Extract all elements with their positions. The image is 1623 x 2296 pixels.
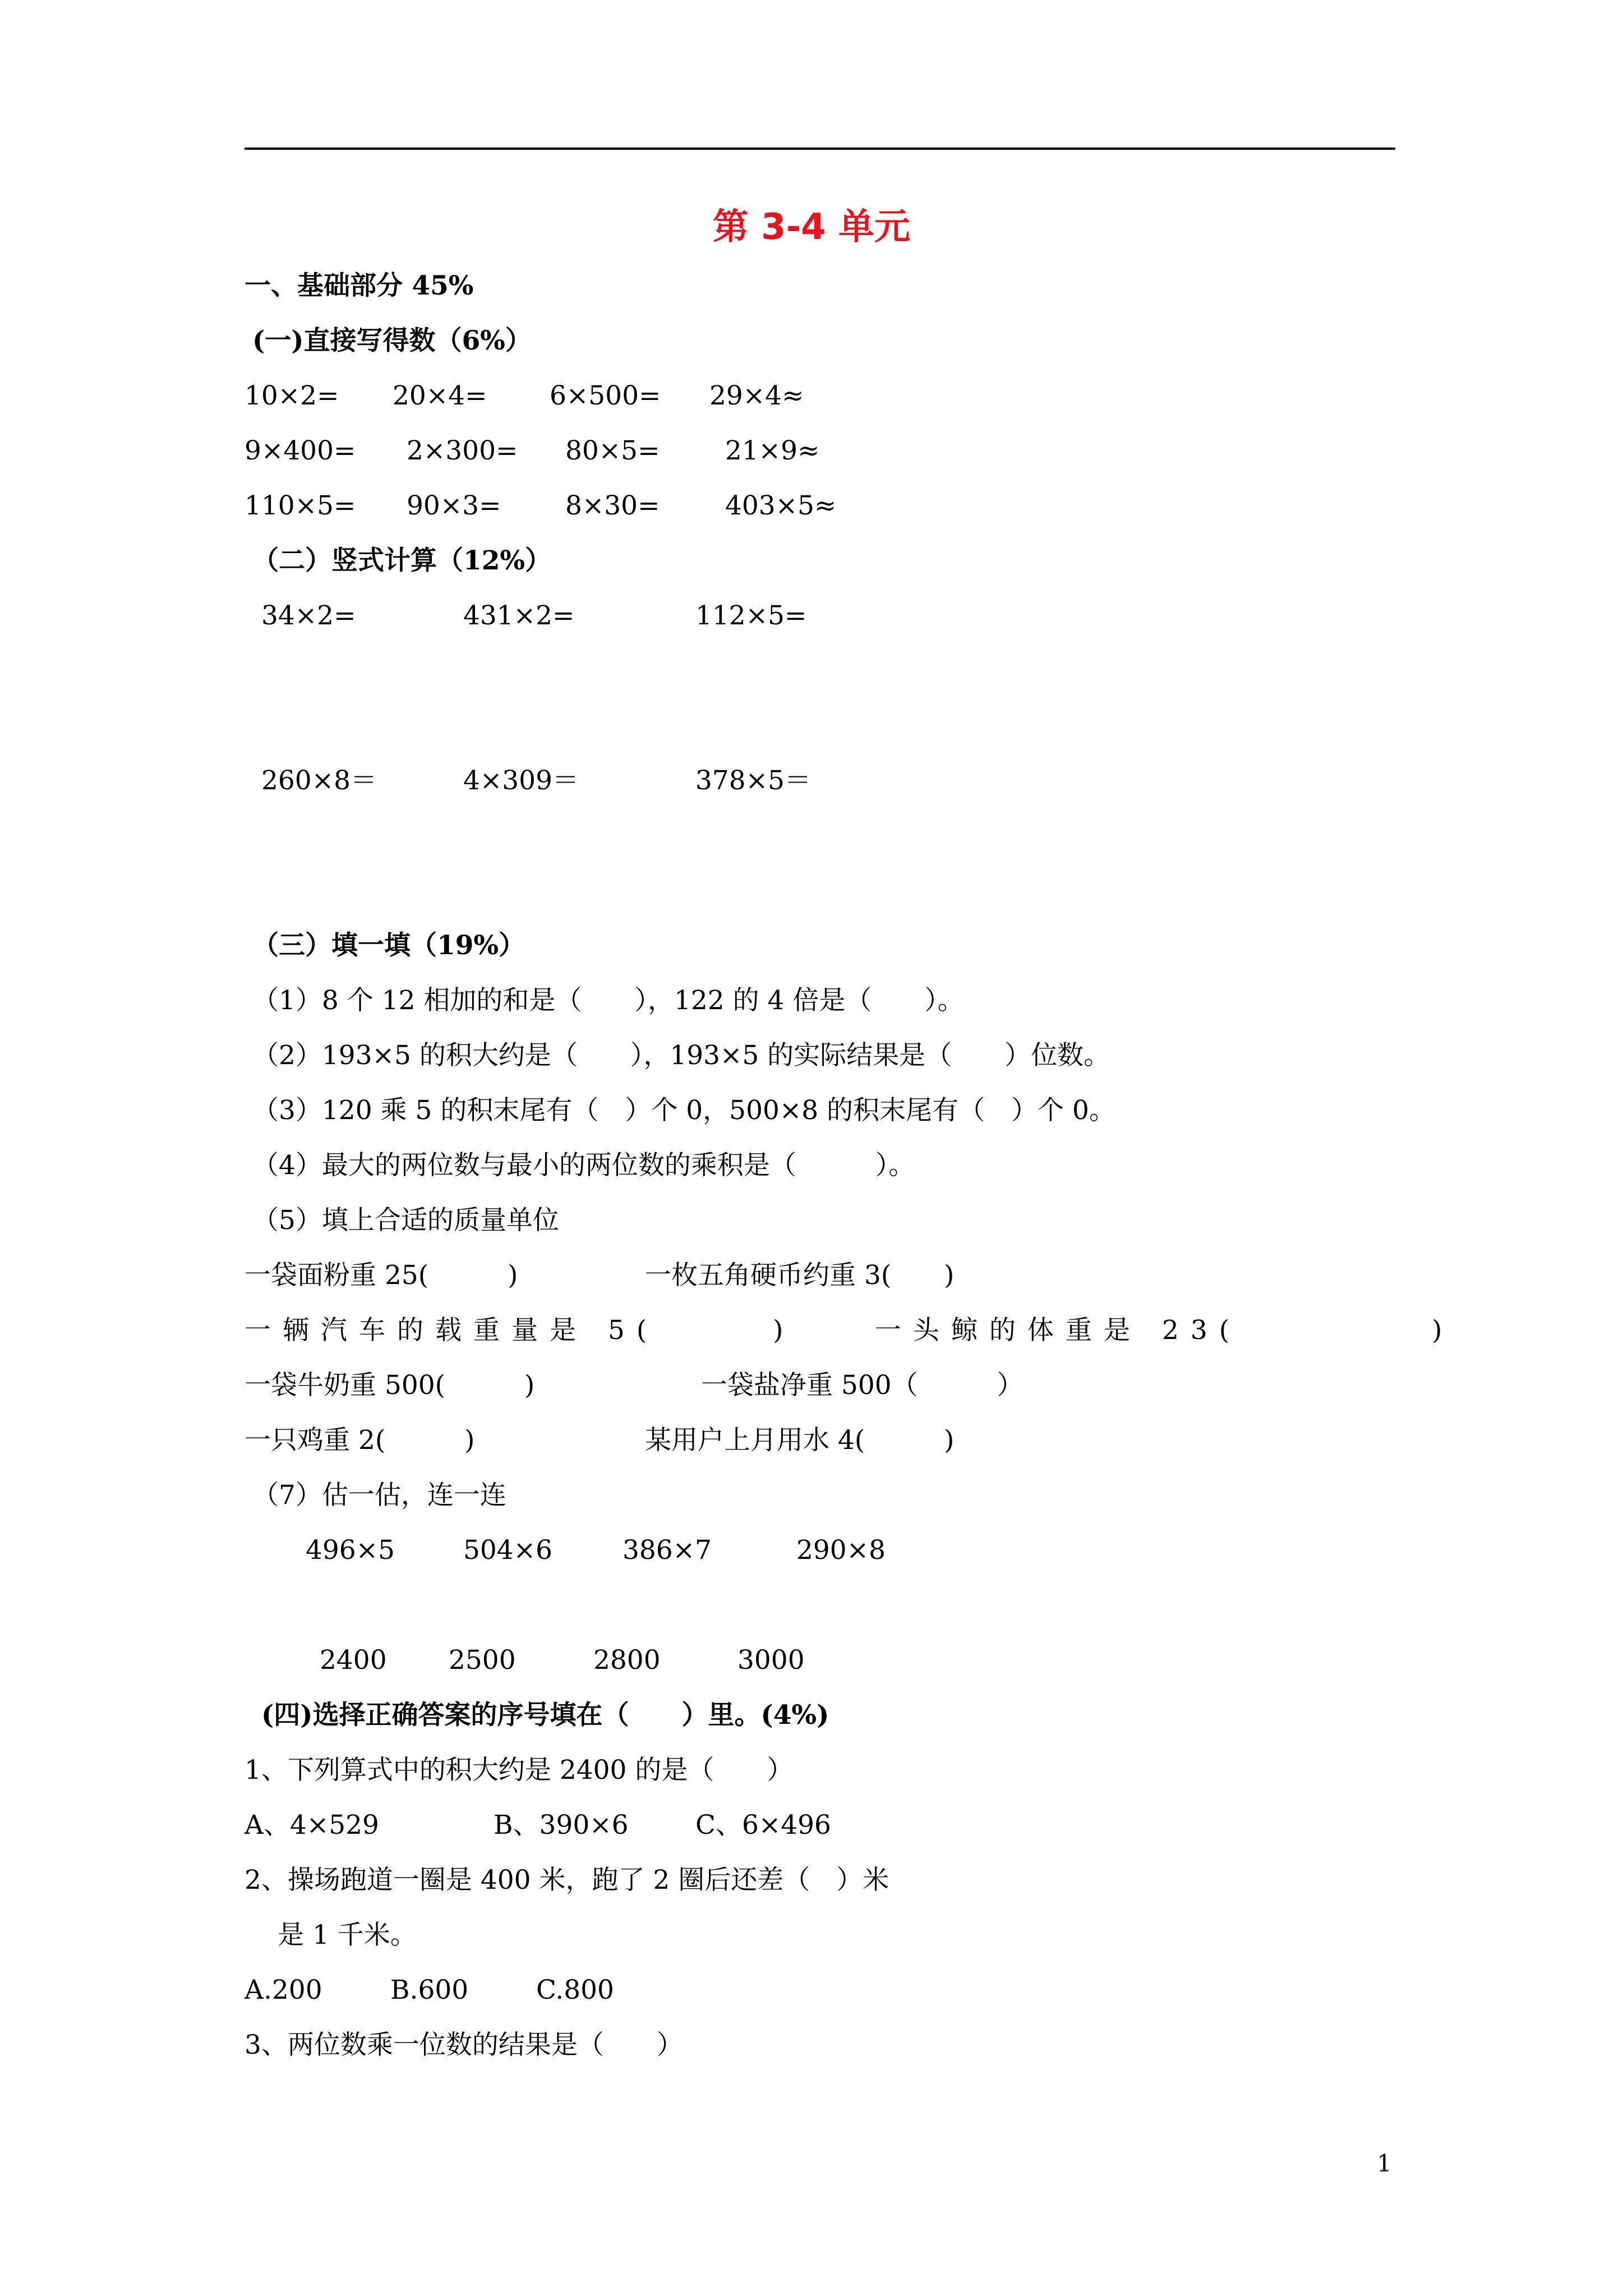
calc-item: 110×5= [245, 490, 356, 521]
calc-item: 29×4≈ [709, 380, 804, 411]
part1-heading: 一、基础部分 45% [245, 270, 474, 301]
section3-heading: （三）填一填（19%） [252, 930, 525, 961]
calc-item: 80×5= [565, 435, 660, 466]
choice-option: A、4×529 [245, 1810, 379, 1841]
vertical-calc-item: 260×8＝ [261, 765, 377, 796]
choice-option: A.200 [245, 1975, 322, 2005]
page-title: 第 3-4 单元 [712, 206, 911, 248]
unit-item: 一袋面粉重 25( ) [245, 1260, 518, 1291]
unit-item: 某用户上月用水 4( ) [645, 1425, 955, 1456]
estimate-expression: 496×5 [306, 1535, 395, 1566]
calc-item: 20×4= [393, 380, 487, 411]
unit-item: 一枚五角硬币约重 3( ) [645, 1260, 955, 1291]
estimate-expression: 290×8 [796, 1535, 886, 1566]
choice-option: B、390×6 [494, 1810, 629, 1841]
vertical-calc-item: 34×2= [261, 600, 356, 631]
choice-option: B.600 [390, 1975, 469, 2005]
unit-item: 一袋牛奶重 500( ) [245, 1370, 535, 1401]
vertical-calc-item: 112×5= [695, 600, 807, 631]
section1-heading: (一)直接写得数（6%） [252, 325, 532, 356]
fill-question: （3）120 乘 5 的积末尾有（ ）个 0，500×8 的积末尾有（ ）个 0。 [252, 1095, 1115, 1126]
unit-item: 一只鸡重 2( ) [245, 1425, 475, 1456]
unit-item: 一头鲸的体重是 23( ) [875, 1315, 1454, 1346]
calc-item: 6×500= [550, 380, 661, 411]
unit-item: 一辆汽车的载重量是 5( ) [245, 1315, 795, 1346]
choice-question: 2、操场跑道一圈是 400 米，跑了 2 圈后还差（ ）米 [245, 1865, 889, 1895]
estimate-expression: 504×6 [463, 1535, 552, 1566]
estimate-value: 2800 [593, 1645, 661, 1676]
choice-option: C.800 [536, 1975, 614, 2005]
estimate-value: 3000 [737, 1645, 805, 1676]
choice-question: 3、两位数乘一位数的结果是（ ） [245, 2030, 683, 2060]
calc-item: 2×300= [407, 435, 518, 466]
calc-item: 90×3= [407, 490, 501, 521]
fill-question: （2）193×5 的积大约是（ ），193×5 的实际结果是（ ）位数。 [252, 1040, 1110, 1071]
vertical-calc-item: 431×2= [463, 600, 575, 631]
calc-item: 9×400= [245, 435, 356, 466]
fill-question: （5）填上合适的质量单位 [252, 1205, 559, 1236]
page-number: 1 [1377, 2150, 1392, 2177]
choice-option: C、6×496 [695, 1810, 831, 1841]
vertical-calc-item: 4×309＝ [463, 765, 579, 796]
estimate-value: 2400 [320, 1645, 387, 1676]
estimate-expression: 386×7 [623, 1535, 712, 1566]
section4-heading: (四)选择正确答案的序号填在（ ）里。(4%) [261, 1700, 829, 1731]
fill-question: （1）8 个 12 相加的和是（ ），122 的 4 倍是（ ）。 [252, 985, 964, 1016]
choice-question: 1、下列算式中的积大约是 2400 的是（ ） [245, 1755, 794, 1786]
header-rule [245, 148, 1395, 150]
vertical-calc-item: 378×5＝ [695, 765, 811, 796]
fill-question: （7）估一估，连一连 [252, 1480, 506, 1511]
section2-heading: （二）竖式计算（12%） [252, 545, 552, 576]
calc-item: 10×2= [245, 380, 339, 411]
unit-item: 一袋盐净重 500（ ） [701, 1370, 1023, 1401]
fill-question: （4）最大的两位数与最小的两位数的乘积是（ ）。 [252, 1150, 915, 1181]
estimate-value: 2500 [449, 1645, 516, 1676]
calc-item: 403×5≈ [725, 490, 837, 521]
calc-item: 8×30= [565, 490, 660, 521]
choice-question-continued: 是 1 千米。 [278, 1920, 417, 1950]
calc-item: 21×9≈ [725, 435, 820, 466]
